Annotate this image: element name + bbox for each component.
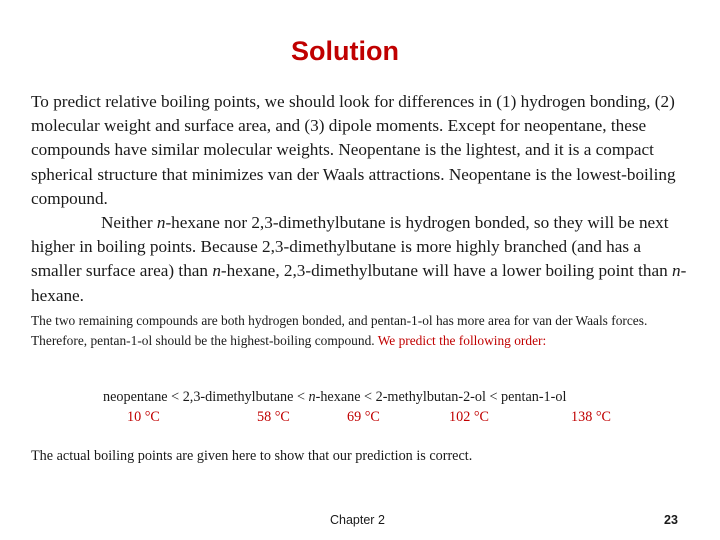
italic-n: n: [308, 389, 316, 405]
boiling-order-line: [103, 389, 566, 406]
temp-dimethylbutane: 58 °C: [257, 409, 290, 425]
chapter-label: Chapter 2: [330, 513, 385, 527]
explanation-paragraph-2: [31, 311, 691, 350]
paragraph-1-part-2d: -hexane.: [31, 261, 687, 305]
order-part-b: -hexane < 2-methylbutan-2-ol < pentan-1-ol: [315, 389, 567, 405]
order-part-a: neopentane < 2,3-dimethylbutane <: [103, 389, 309, 405]
temp-hexane: 69 °C: [347, 409, 380, 425]
italic-n: n: [671, 261, 681, 281]
italic-n: n: [212, 261, 221, 281]
prediction-lead-in: We predict the following order:: [377, 332, 547, 348]
paragraph-1-part-2b: -hexane nor 2,3-dimethylbutane is hydrogen bonded, so they will be next higher in boiling points. Because 2,3-dimethylbutane is more highly branched (and has a smaller surface area) than: [31, 213, 669, 281]
temp-methylbutanol: 102 °C: [449, 409, 489, 425]
temp-pentanol: 138 °C: [571, 409, 611, 425]
paragraph-1-part-2a: Neither: [101, 213, 157, 233]
italic-n: n: [156, 213, 166, 233]
conclusion-text: The actual boiling points are given here to show that our prediction is correct.: [31, 448, 473, 464]
paragraph-1-part-1: To predict relative boiling points, we should look for differences in (1) hydrogen bonding, (2) molecular weight and surface area, and (3) dipole moments. Except for neopentane, these compounds have similar molecular weights. Neopentane is the lightest, and it is a compact spherical structure that minimizes van der Waals attractions. Neopentane is the lowest-boiling compound.: [31, 92, 676, 208]
explanation-paragraph-1: [31, 90, 691, 308]
paragraph-1-part-2c: -hexane, 2,3-dimethylbutane will have a lower boiling point than: [220, 261, 672, 281]
paragraph-2-text: The two remaining compounds are both hydrogen bonded, and pentan-1-ol has more area for van der Waals forces. Therefore, pentan-1-ol should be the highest-boiling compound.: [31, 313, 648, 348]
slide-title: Solution: [291, 36, 399, 66]
page-number: 23: [664, 513, 678, 527]
temp-neopentane: 10 °C: [127, 409, 160, 425]
